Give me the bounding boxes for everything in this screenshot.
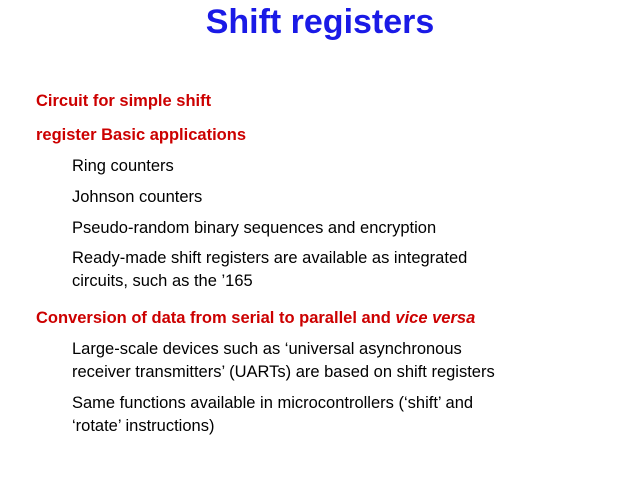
heading-conversion-italic: vice versa — [395, 309, 476, 327]
bullet-microcontrollers-line1: Same functions available in microcontrollers (‘shift’ and — [72, 394, 474, 412]
slide-title: Shift registers — [205, 3, 435, 41]
heading-circuit-line1: Circuit for simple shift — [36, 92, 212, 110]
bullet-ready-made-line2: circuits, such as the ’165 — [72, 272, 253, 290]
bullet-ring-counters: Ring counters — [72, 157, 174, 175]
bullet-ready-made-line1: Ready-made shift registers are available as integrated — [72, 249, 468, 267]
heading-conversion — [36, 308, 475, 328]
heading-conversion-main: Conversion of data from serial to parallel and — [36, 309, 396, 327]
bullet-microcontrollers-line2: ‘rotate’ instructions) — [72, 417, 215, 435]
bullet-uart-line2: receiver transmitters’ (UARTs) are based on shift registers — [72, 363, 495, 381]
bullet-uart-line1: Large-scale devices such as ‘universal asynchronous — [72, 340, 462, 358]
heading-circuit-line2: register Basic applications — [36, 126, 246, 144]
bullet-johnson-counters: Johnson counters — [72, 188, 203, 206]
bullet-pseudo-random: Pseudo-random binary sequences and encryption — [72, 219, 437, 237]
